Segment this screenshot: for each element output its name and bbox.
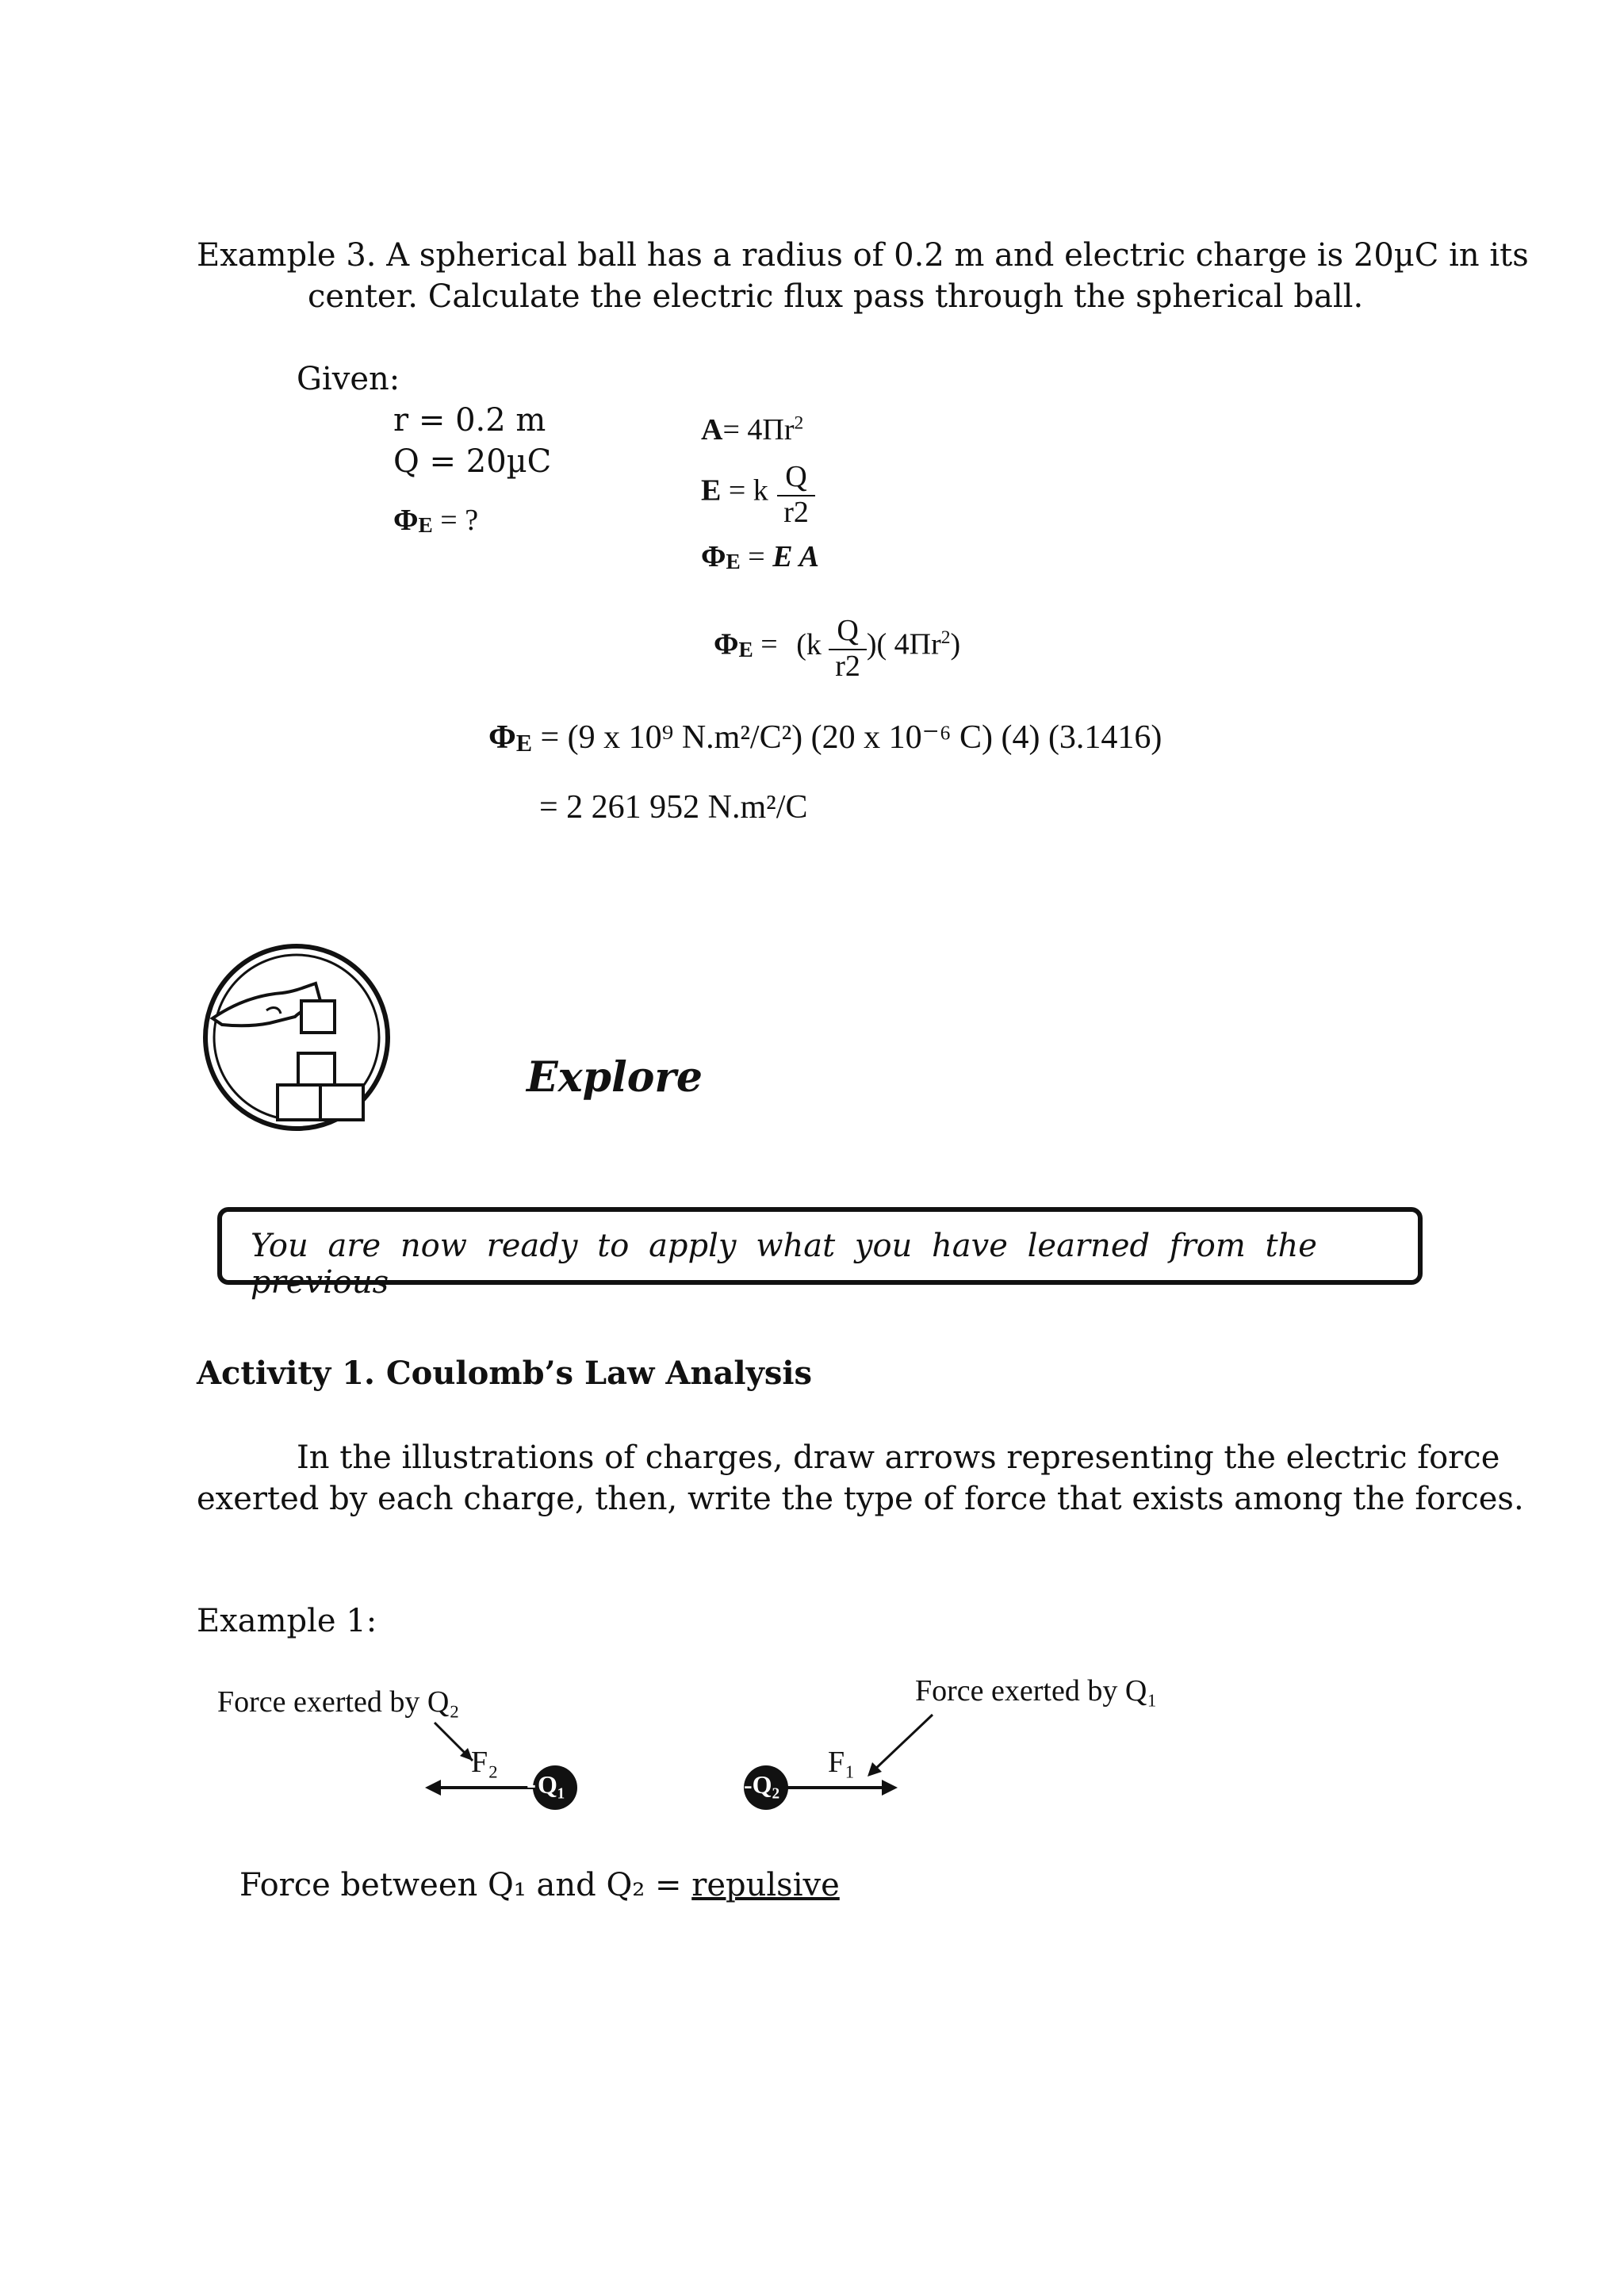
force-diagram xyxy=(425,1715,933,1810)
force-answer xyxy=(239,1867,840,1903)
example1-label: Example 1: xyxy=(197,1603,377,1639)
pointer-line-f1 xyxy=(871,1715,933,1773)
activity-title: Activity 1. Coulomb’s Law Analysis xyxy=(197,1355,813,1392)
calc-sub: E xyxy=(515,729,532,757)
activity-instruction-2: exerted by each charge, then, write the type of force that exists among the forces. xyxy=(197,1481,1524,1517)
flux-equals: = xyxy=(748,540,765,573)
notice-box xyxy=(217,1207,1423,1301)
field-symbol: E xyxy=(701,473,722,508)
given-charge: Q = 20µC xyxy=(393,443,552,480)
phi-subscript: E xyxy=(418,513,433,538)
example3-line1: Example 3. A spherical ball has a radius of 0.2 m and electric charge is 20µC in its xyxy=(197,237,1529,274)
field-denominator: r2 xyxy=(783,496,809,529)
subst-numerator: Q xyxy=(829,612,866,650)
given-flux-value: = ? xyxy=(440,504,479,537)
label-f1: F₁ xyxy=(828,1746,856,1779)
subst-phi: Φ xyxy=(714,627,739,661)
label-force-by-q1: Force exerted by Q₁ xyxy=(915,1674,1158,1708)
subst-denominator: r2 xyxy=(835,650,860,683)
explore-heading: Explore xyxy=(527,1053,703,1102)
area-symbol: A xyxy=(701,413,723,447)
phi-symbol: Φ xyxy=(393,504,419,537)
q1-sign: - xyxy=(527,1768,536,1800)
subst-open: (k xyxy=(796,627,822,661)
flux-phi: Φ xyxy=(701,540,726,573)
q2-label: -Q₂ xyxy=(744,1770,780,1799)
area-exponent: 2 xyxy=(794,412,804,434)
subst-close: ) xyxy=(950,627,961,661)
flux-rhs: E A xyxy=(772,540,819,573)
notice-text: You are now ready to apply what you have learned from the previous xyxy=(251,1228,1317,1301)
calc-expression: = (9 x 10⁹ N.m²/C²) (20 x 10⁻⁶ C) (4) (3.1416) xyxy=(540,719,1162,756)
field-numerator: Q xyxy=(777,458,814,496)
q1-label: Q₁ xyxy=(538,1770,565,1799)
example3-line2: center. Calculate the electric flux pass through the spherical ball. xyxy=(308,278,1364,315)
force-answer-value: repulsive xyxy=(691,1867,840,1903)
subst-tail: )( 4Πr xyxy=(866,627,941,661)
calculation-result: = 2 261 952 N.m²/C xyxy=(539,789,808,826)
given-label: Given: xyxy=(297,361,400,397)
area-rhs: = 4Πr xyxy=(722,413,795,447)
hand-stacking-blocks-icon xyxy=(205,946,388,1129)
subst-sub: E xyxy=(738,638,753,661)
subst-tail-exponent: 2 xyxy=(940,627,951,649)
calc-phi: Φ xyxy=(488,719,516,756)
subst-equals: = xyxy=(760,627,778,661)
given-radius: r = 0.2 m xyxy=(393,402,546,439)
label-f2: F₂ xyxy=(471,1746,499,1779)
activity-instruction-1: In the illustrations of charges, draw arrows representing the electric force xyxy=(297,1439,1500,1476)
field-equals-k: = k xyxy=(728,473,768,508)
label-force-by-q2: Force exerted by Q₂ xyxy=(217,1685,460,1719)
flux-sub: E xyxy=(726,550,741,574)
force-answer-prefix: Force between Q₁ and Q₂ = xyxy=(239,1867,692,1903)
